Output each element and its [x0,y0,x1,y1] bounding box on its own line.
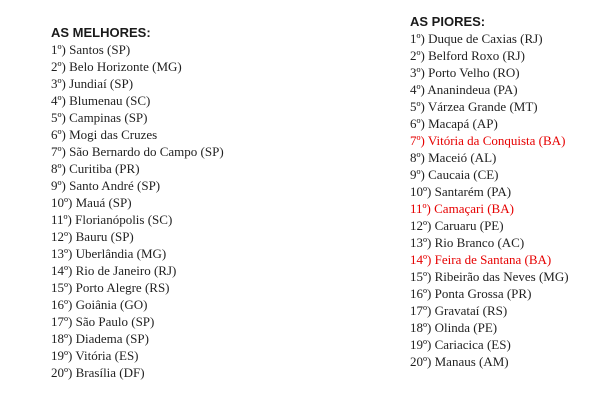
rank-number: 10º) [51,195,73,210]
rank-number: 9º) [410,167,425,182]
rank-number: 3º) [410,65,425,80]
list-item [51,75,224,92]
city-name: Goiânia (GO) [75,297,148,312]
piores-list [410,30,569,370]
rank-number: 14º) [410,252,432,267]
list-item [410,302,569,319]
list-item [410,285,569,302]
list-item [51,296,224,313]
city-name: Caruaru (PE) [434,218,504,233]
city-name: Belo Horizonte (MG) [69,59,182,74]
list-item [410,81,569,98]
piores-heading: AS PIORES: [410,14,486,29]
city-name: Santo André (SP) [69,178,161,193]
city-name: Bauru (SP) [75,229,134,244]
rank-number: 20º) [51,365,73,380]
rank-number: 3º) [51,76,66,91]
city-name: Uberlândia (MG) [75,246,167,261]
list-item [410,234,569,251]
list-item [410,251,569,268]
list-item [410,268,569,285]
rank-number: 5º) [51,110,66,125]
city-name: Rio Branco (AC) [434,235,525,250]
city-name: Maceió (AL) [428,150,497,165]
city-name: Campinas (SP) [69,110,148,125]
city-name: Curitiba (PR) [69,161,140,176]
city-name: Ponta Grossa (PR) [434,286,532,301]
rank-number: 10º) [410,184,432,199]
list-item [51,279,224,296]
rank-number: 4º) [410,82,425,97]
rank-number: 13º) [410,235,432,250]
list-item [410,64,569,81]
city-name: Mogi das Cruzes [69,127,158,142]
list-item [410,115,569,132]
list-item [51,143,224,160]
city-name: Feira de Santana (BA) [434,252,552,267]
city-name: Várzea Grande (MT) [427,99,538,114]
list-item [51,313,224,330]
rank-number: 14º) [51,263,73,278]
list-item [410,132,569,149]
city-name: Belford Roxo (RJ) [428,48,525,63]
city-name: Gravataí (RS) [434,303,508,318]
melhores-heading: AS MELHORES: [51,25,151,40]
list-item [410,217,569,234]
rank-number: 12º) [51,229,73,244]
city-name: Ananindeua (PA) [427,82,518,97]
rank-number: 18º) [51,331,73,346]
list-item [51,347,224,364]
city-name: Santos (SP) [69,42,131,57]
city-name: Vitória (ES) [75,348,139,363]
rank-number: 1º) [51,42,66,57]
rank-number: 7º) [410,133,425,148]
list-item [410,353,569,370]
city-name: Porto Velho (RO) [428,65,520,80]
rank-number: 2º) [51,59,66,74]
city-name: Camaçari (BA) [434,201,514,216]
rank-number: 18º) [410,320,432,335]
city-name: Mauá (SP) [75,195,132,210]
rank-number: 19º) [51,348,73,363]
city-name: Macapá (AP) [428,116,498,131]
city-name: São Bernardo do Campo (SP) [69,144,224,159]
rank-number: 20º) [410,354,432,369]
list-item [51,58,224,75]
list-item [410,336,569,353]
list-item [51,177,224,194]
list-item [51,160,224,177]
city-name: Caucaia (CE) [428,167,499,182]
list-item [410,98,569,115]
rank-number: 1º) [410,31,425,46]
city-name: Duque de Caxias (RJ) [428,31,543,46]
melhores-list [51,41,224,381]
list-item [51,211,224,228]
rank-number: 8º) [410,150,425,165]
rank-number: 6º) [410,116,425,131]
rank-number: 8º) [51,161,66,176]
city-name: Olinda (PE) [434,320,498,335]
rank-number: 11º) [51,212,72,227]
rank-number: 12º) [410,218,432,233]
list-item [51,126,224,143]
melhores-column [51,24,224,381]
list-item [51,330,224,347]
city-name: Santarém (PA) [434,184,512,199]
list-item [410,200,569,217]
list-item [410,166,569,183]
city-name: Vitória da Conquista (BA) [427,133,566,148]
city-name: Brasília (DF) [75,365,145,380]
city-name: São Paulo (SP) [75,314,155,329]
city-name: Manaus (AM) [434,354,509,369]
rank-number: 2º) [410,48,425,63]
rank-number: 5º) [410,99,425,114]
rank-number: 6º) [51,127,66,142]
list-item [51,262,224,279]
city-name: Porto Alegre (RS) [75,280,170,295]
list-item [410,183,569,200]
rank-number: 15º) [410,269,432,284]
list-item [51,364,224,381]
list-item [51,109,224,126]
rank-number: 16º) [410,286,432,301]
list-item [51,41,224,58]
city-name: Ribeirão das Neves (MG) [434,269,569,284]
list-item [51,194,224,211]
rank-number: 4º) [51,93,66,108]
rank-number: 17º) [410,303,432,318]
list-item [410,149,569,166]
piores-column [410,13,569,370]
city-name: Diadema (SP) [75,331,149,346]
rank-number: 7º) [51,144,66,159]
rank-number: 17º) [51,314,73,329]
list-item [51,92,224,109]
rank-number: 19º) [410,337,432,352]
list-item [410,30,569,47]
rank-number: 9º) [51,178,66,193]
rank-number: 16º) [51,297,73,312]
list-item [51,245,224,262]
rank-number: 13º) [51,246,73,261]
city-name: Florianópolis (SC) [75,212,173,227]
city-name: Rio de Janeiro (RJ) [75,263,177,278]
list-item [51,228,224,245]
city-name: Blumenau (SC) [69,93,151,108]
list-item [410,47,569,64]
city-name: Jundiaí (SP) [69,76,134,91]
rank-number: 15º) [51,280,73,295]
city-name: Cariacica (ES) [434,337,511,352]
rank-number: 11º) [410,201,431,216]
list-item [410,319,569,336]
